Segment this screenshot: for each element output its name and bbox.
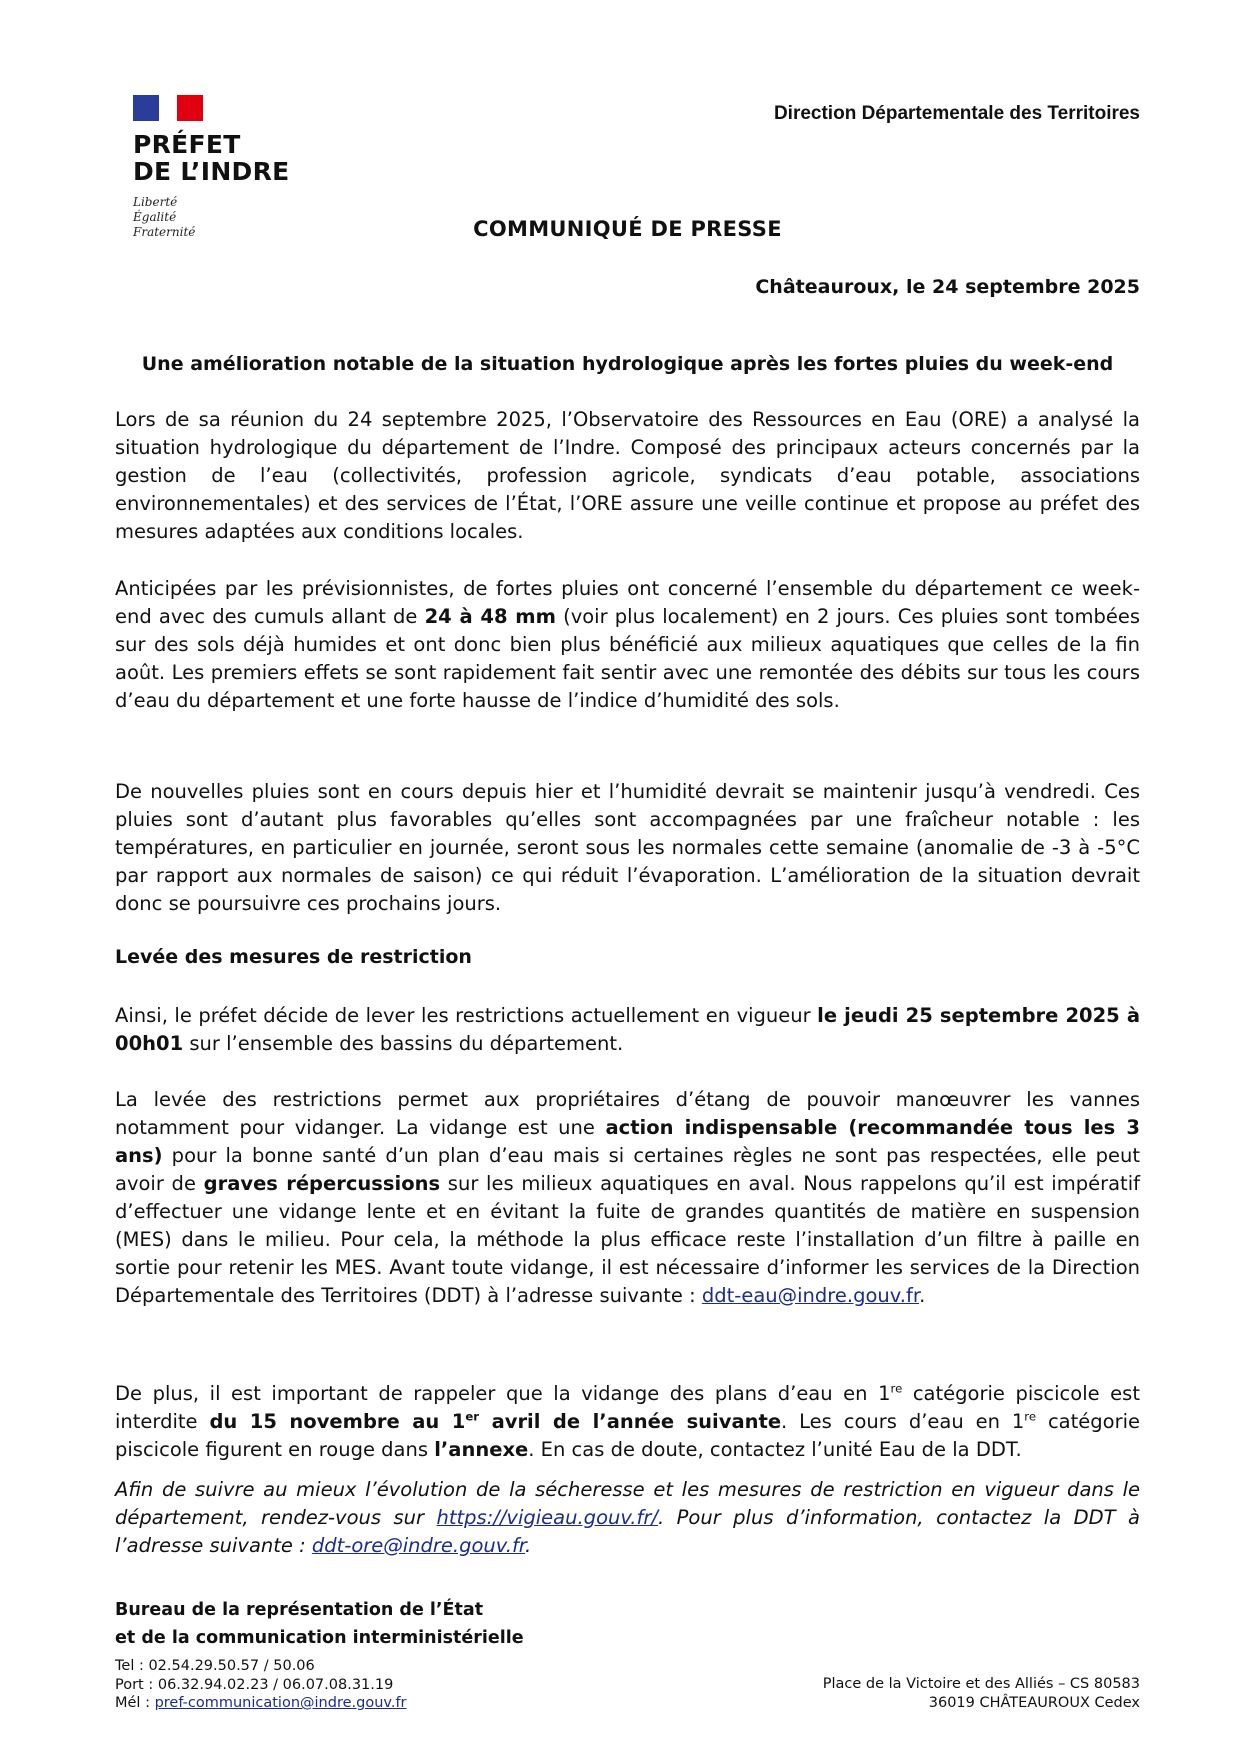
- logo-wordmark: [133, 131, 290, 185]
- ddt-eau-email-link[interactable]: ddt-eau@indre.gouv.fr: [701, 1284, 920, 1307]
- footer-mail: Mél : pref-communication@indre.gouv.fr: [115, 1695, 407, 1711]
- footer-address: Place de la Victoire et des Alliés – CS 80583 36019 CHÂTEAUROUX Cedex: [822, 1676, 1140, 1711]
- paragraph-ore-meeting: Lors de sa réunion du 24 septembre 2025, l’Observatoire des Ressources en Eau (ORE) a analysé la situation hydrologique du département de l’Indre. Composé des principaux acteurs concernés par la gestion de l’eau (collectivités, profession agricole, syndicats d’eau potable, associations environnementales) et des services de l’État, l’ORE assure une veille continue et propose au préfet des mesures adaptées aux conditions locales.: [115, 408, 1140, 543]
- paragraph-rainfall: Anticipées par les prévisionnistes, de fortes pluies ont concerné l’ensemble du département ce week-end avec des cumuls allant de 24 à 48 mm (voir plus localement) en 2 jours. Ces pluies sont tombées sur des sols déjà humides et ont donc bien plus bénéficié aux milieux aquatiques que celles de la fin août. Les premiers effets se sont rapidement fait sentir avec une remontée des débits sur tous les cours d’eau du département et une forte hausse de l’indice d’humidité des sols.: [115, 577, 1140, 712]
- footer-office-name: Bureau de la représentation de l’État et de la communication interministérielle: [115, 1600, 524, 1648]
- vigieau-link[interactable]: https://vigieau.gouv.fr/: [436, 1506, 658, 1529]
- date-line: Châteauroux, le 24 septembre 2025: [755, 276, 1140, 298]
- footer-contacts: [115, 1657, 407, 1713]
- document-type: COMMUNIQUÉ DE PRESSE: [473, 217, 782, 241]
- footer-tel: Tel : 02.54.29.50.57 / 50.06: [115, 1658, 315, 1674]
- paragraph-lifting-restrictions: Ainsi, le préfet décide de lever les restrictions actuellement en vigueur le jeudi 25 septembre 2025 à 00h01 sur l’ensemble des bassins du département.: [115, 1004, 1140, 1055]
- motto-fraternite: Fraternité: [133, 225, 196, 239]
- paragraph-draining-ban: De plus, il est important de rappeler que la vidange des plans d’eau en 1re catégorie piscicole est interdite du 15 novembre au 1er avril de l’année suivante. Les cours d’eau en 1re catégorie piscicole figurent en rouge dans l’annexe. En cas de doute, contactez l’unité Eau de la DDT.: [115, 1381, 1141, 1461]
- motto-liberte: Liberté: [133, 195, 178, 209]
- press-release-title: Une amélioration notable de la situation hydrologique après les fortes pluies du week-end: [141, 353, 1114, 375]
- department-name: Direction Départementale des Territoires: [773, 103, 1140, 124]
- pref-communication-email-link[interactable]: pref-communication@indre.gouv.fr: [154, 1695, 407, 1711]
- marianne-flag-icon: [133, 95, 203, 121]
- paragraph-more-info: Afin de suivre au mieux l’évolution de la sécheresse et les mesures de restriction en vigueur dans le département, rendez-vous sur https://vigieau.gouv.fr/. Pour plus d’information, contactez la DDT à l’adresse suivante : ddt-ore@indre.gouv.fr.: [115, 1478, 1140, 1557]
- paragraph-pond-draining: La levée des restrictions permet aux propriétaires d’étang de pouvoir manœuvrer les vannes notamment pour vidanger. La vidange est une action indispensable (recommandée tous les 3 ans) pour la bonne santé d’un plan d’eau mais si certaines règles ne sont pas respectées, elle peut avoir de graves répercussions sur les milieux aquatiques en aval. Nous rappelons qu’il est impératif d’effectuer une vidange lente et en évitant la fuite de grandes quantités de matière en suspension (MES) dans le milieu. Pour cela, la méthode la plus efficace reste l’installation d’un filtre à paille en sortie pour retenir les MES. Avant toute vidange, il est nécessaire d’informer les services de la Direction Départementale des Territoires (DDT) à l’adresse suivante : ddt-eau@indre.gouv.fr.: [115, 1088, 1140, 1307]
- rainfall-amount: 24 à 48 mm: [424, 605, 556, 628]
- ddt-ore-email-link[interactable]: ddt-ore@indre.gouv.fr: [311, 1534, 526, 1557]
- paragraph-forecast: De nouvelles pluies sont en cours depuis hier et l’humidité devrait se maintenir jusqu’à vendredi. Ces pluies sont d’autant plus favorables qu’elles sont accompagnées par une fraîcheur notable : les températures, en particulier en journée, seront sous les normales cette semaine (anomalie de -3 à -5°C par rapport aux normales de saison) ce qui réduit l’évaporation. L’amélioration de la situation devrait donc se poursuivre ces prochains jours.: [115, 780, 1140, 915]
- motto-egalite: Égalité: [133, 210, 177, 224]
- lifting-date: le jeudi 25 septembre 2025 à 00h01: [115, 1004, 1140, 1055]
- logo-line-2: DE L’INDRE: [133, 157, 290, 186]
- footer-port: Port : 06.32.94.02.23 / 06.07.08.31.19: [115, 1676, 394, 1693]
- section-heading-restrictions: Levée des mesures de restriction: [115, 946, 472, 968]
- logo-line-1: PRÉFET: [133, 130, 241, 159]
